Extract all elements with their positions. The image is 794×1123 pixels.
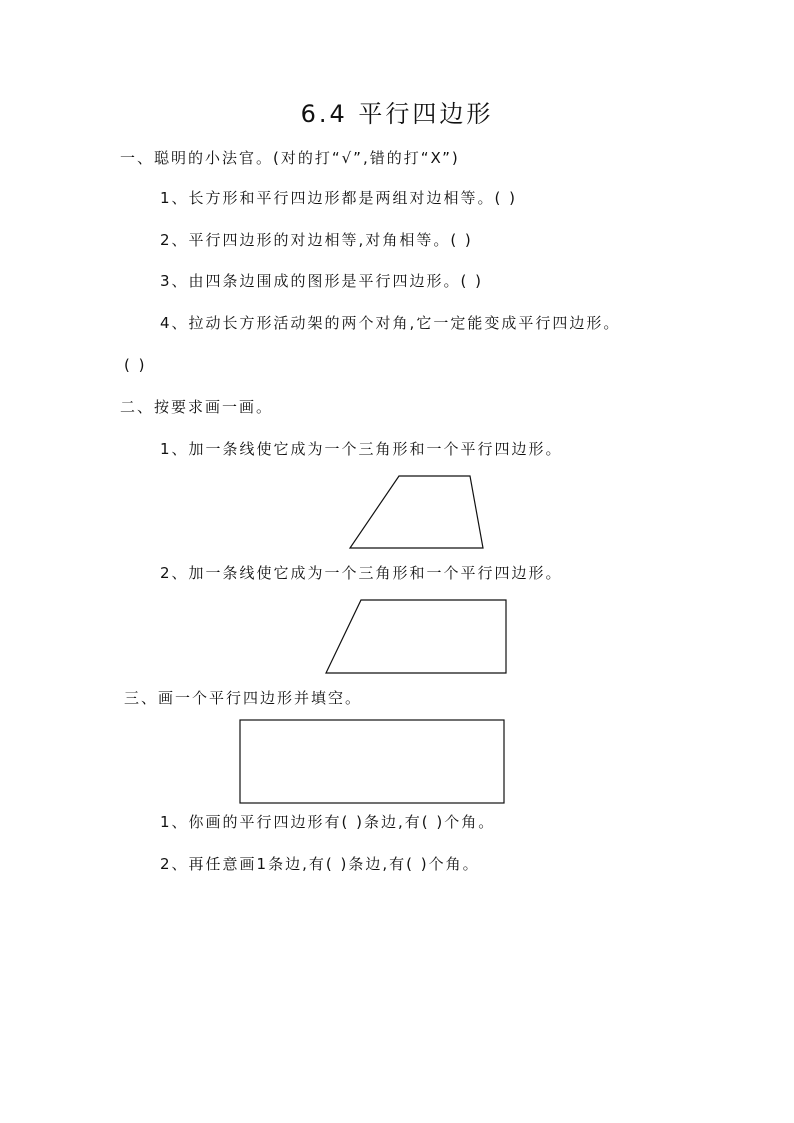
section3-item-1: 1、你画的平行四边形有( )条边,有( )个角。 — [160, 813, 496, 831]
section2-item-2: 2、加一条线使它成为一个三角形和一个平行四边形。 — [160, 564, 563, 582]
section3-item-2: 2、再任意画1条边,有( )条边,有( )个角。 — [160, 855, 480, 873]
section1-item-4: 4、拉动长方形活动架的两个对角,它一定能变成平行四边形。 — [160, 314, 621, 332]
page-title: 6.4 平行四边形 — [300, 100, 494, 128]
section1-heading: 一、聪明的小法官。(对的打“√”,错的打“X”) — [120, 149, 460, 167]
section3-heading: 三、画一个平行四边形并填空。 — [124, 689, 363, 707]
section1-item-3: 3、由四条边围成的图形是平行四边形。( ) — [160, 272, 484, 290]
trapezoid-figure — [350, 476, 483, 548]
right-trapezoid-figure — [326, 600, 506, 673]
section1-item-1: 1、长方形和平行四边形都是两组对边相等。( ) — [160, 189, 518, 207]
section1-item-2: 2、平行四边形的对边相等,对角相等。( ) — [160, 231, 473, 249]
section2-item-1: 1、加一条线使它成为一个三角形和一个平行四边形。 — [160, 440, 563, 458]
section1-item-4-answer-blank: ( ) — [124, 356, 147, 374]
drawing-box[interactable] — [240, 720, 504, 803]
section2-heading: 二、按要求画一画。 — [120, 398, 274, 416]
